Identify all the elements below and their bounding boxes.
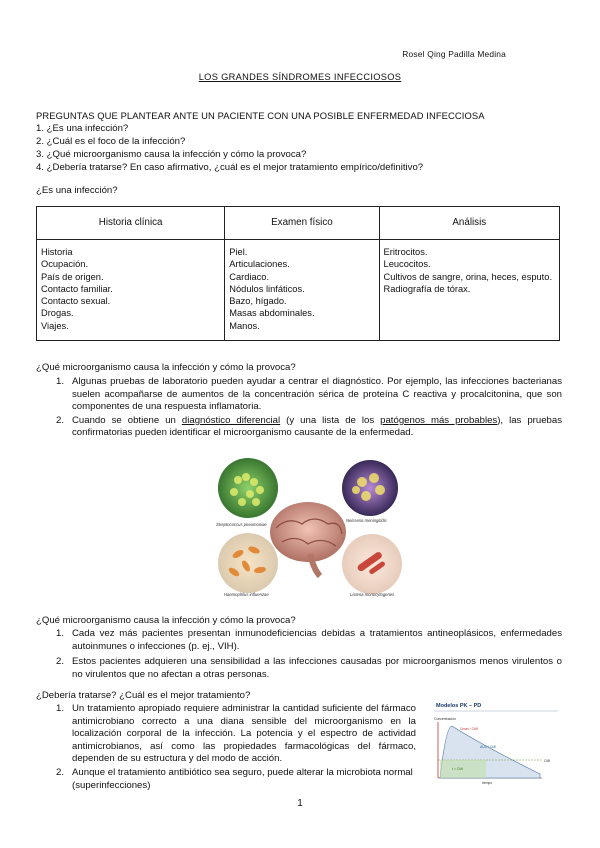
chart-label-time: t > CMI [452, 767, 464, 771]
neisseria-circle [342, 460, 398, 516]
question-1: 1. ¿Es una infección? [36, 123, 129, 134]
table-row [37, 240, 560, 341]
section1-heading: ¿Es una infección? [36, 185, 118, 196]
list-item: Manos. [229, 320, 260, 331]
list-item: 1. Algunas pruebas de laboratorio pueden ayudar a centrar el diagnóstico. Por ejemplo, las infecciones bacterianas suelen acompañarse de aumentos de la concentración sérica de proteína C reactiva y procalcitonina, que son componentes de una respuesta inflamatoria. [56, 376, 562, 413]
table-header: Examen físico [225, 207, 379, 240]
questions-heading: PREGUNTAS QUE PLANTEAR ANTE UN PACIENTE CON UNA POSIBLE ENFERMEDAD INFECCIOSA [36, 110, 485, 121]
list-item: Piel. [229, 247, 248, 257]
list-item: Articulaciones. [229, 259, 290, 270]
list-item: Radiografía de tórax. [383, 283, 471, 294]
list-item: 2. Estos pacientes adquieren una sensibilidad a las infecciones causadas por microorganismos menos virulentos o no virulentos que no afectan a otras personas. [56, 656, 562, 680]
pkpd-chart [430, 700, 562, 792]
pkpd-chart-svg [430, 700, 562, 792]
haemophilus-circle [218, 533, 278, 593]
section2-heading: ¿Qué microorganismo causa la infección y cómo la provoca? [36, 362, 296, 373]
list-item: Nódulos linfáticos. [229, 283, 305, 294]
link-patogenos[interactable]: patógenos más probables [380, 414, 498, 426]
section4-list [56, 703, 416, 793]
author-name: Rosel Qing Padilla Medina [402, 49, 506, 59]
section2-list [56, 376, 562, 441]
chart-title: Modelos PK – PD [436, 703, 482, 709]
list-item: Cultivos de sangre, orina, heces, esputo. [383, 271, 553, 282]
list-item: Eritrocitos. [383, 247, 428, 257]
question-2: 2. ¿Cuál es el foco de la infección? [36, 136, 186, 147]
list-item: 1. Un tratamiento apropiado requiere administrar la cantidad suficiente del fármaco antimicrobiano correcto a una diana sensible del microorganismo en la localización corporal de la infección. La potencia y el espectro de actividad antimicrobianos, así como las propiedades farmacológicas del fármaco, dependen de su estructura y del modo de acción. [56, 703, 416, 765]
list-item: Leucocitos. [383, 259, 431, 270]
chart-label-cmi: CMI [544, 759, 551, 763]
page-number: 1 [297, 798, 303, 809]
list-item: Ocupación. [41, 259, 89, 270]
list-item: Bazo, hígado. [229, 296, 287, 307]
table-header: Historia clínica [37, 207, 225, 240]
question-4: 4. ¿Debería tratarse? En caso afirmativo, ¿cuál es el mejor tratamiento empírico/definitivo? [36, 162, 424, 173]
chart-label-auc: AUC / CMI [480, 745, 497, 749]
list-item: Drogas. [41, 308, 74, 319]
list-item: Contacto sexual. [41, 296, 111, 307]
list-item: 2. Cuando se obtiene un diagnóstico diferencial (y una lista de los patógenos más probables), las pruebas confirmatorias pueden identificar el microorganismo causante de la enfermedad. [56, 414, 563, 439]
list-item: País de origen. [41, 271, 104, 282]
figure-label: Haemophilus influenzae [224, 592, 269, 597]
chart-xlabel: tiempo [482, 781, 493, 785]
table-cell-historia [37, 240, 225, 341]
questions-block [36, 109, 485, 174]
figure-label: Streptococcus pneumoniae [216, 522, 267, 527]
pathogens-illustration [210, 458, 406, 598]
document-title: LOS GRANDES SÍNDROMES INFECCIOSOS [198, 72, 402, 82]
list-item: 2. Aunque el tratamiento antibiótico sea seguro, puede alterar la microbiota normal (superinfecciones) [56, 766, 413, 791]
list-item: Masas abdominales. [229, 308, 315, 319]
streptococcus-circle [218, 458, 278, 518]
list-item: Cardiaco. [229, 271, 270, 282]
question-3: 3. ¿Qué microorganismo causa la infección y cómo la provoca? [36, 149, 307, 160]
table-header-row [37, 207, 560, 240]
table-cell-examen [225, 240, 379, 341]
chart-ylabel: Concentración [434, 717, 456, 721]
pathogens-figure [210, 458, 406, 598]
figure-label: Neisseria meningitidis [346, 518, 387, 523]
brain-icon [270, 502, 346, 562]
link-diagnostico[interactable]: diagnóstico diferencial [181, 414, 281, 426]
section3-heading: ¿Qué microorganismo causa la infección y cómo la provoca? [36, 615, 296, 626]
list-item: 1. Cada vez más pacientes presentan inmunodeficiencias debidas a tratamientos antineoplásicos, enfermedades autoinmunes o infecciones (p. ej., VIH). [56, 628, 562, 652]
list-item: Viajes. [41, 320, 69, 331]
infection-table [36, 206, 560, 341]
table-cell-analisis [379, 240, 559, 341]
table-header: Análisis [379, 207, 559, 240]
list-item: Contacto familiar. [41, 283, 113, 294]
figure-label: Listeria monocytogenes [350, 592, 395, 597]
section3-list [56, 628, 562, 682]
section4-heading: ¿Debería tratarse? ¿Cuál es el mejor tratamiento? [36, 690, 251, 701]
list-item: Historia [41, 247, 73, 257]
chart-label-cmax: Cmax / CMI [460, 727, 478, 731]
